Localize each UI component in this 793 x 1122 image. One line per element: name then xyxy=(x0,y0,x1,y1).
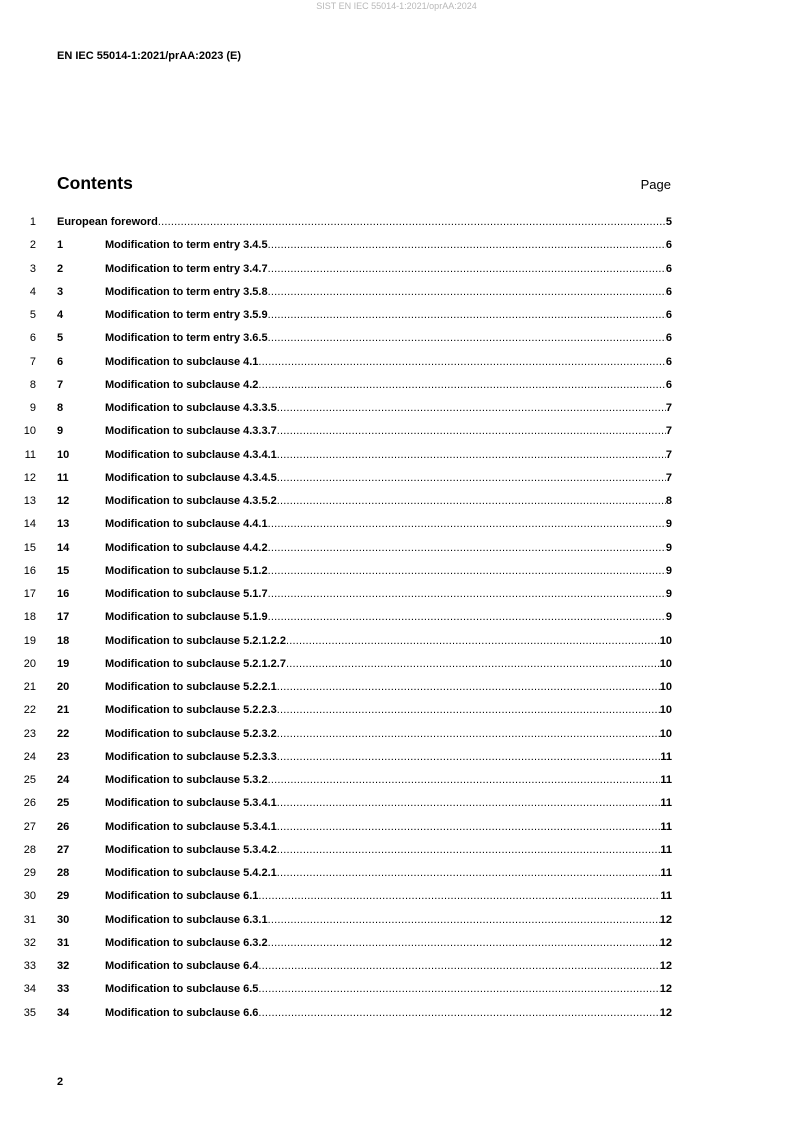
toc-row[interactable] xyxy=(0,330,793,353)
clause-number: 34 xyxy=(57,1006,70,1019)
table-of-contents xyxy=(0,214,793,1028)
line-number: 16 xyxy=(23,564,36,577)
entry-title: Modification to subclause 5.3.4.1 xyxy=(105,820,277,833)
toc-row[interactable] xyxy=(0,702,793,725)
toc-row[interactable] xyxy=(0,656,793,679)
dot-leader xyxy=(286,633,660,649)
dot-leader xyxy=(277,679,660,695)
line-number: 29 xyxy=(23,867,36,879)
clause-number: 10 xyxy=(57,448,70,461)
line-number: 6 xyxy=(29,332,36,345)
entry-title: Modification to term entry 3.5.9 xyxy=(105,309,268,321)
dot-leader xyxy=(258,354,665,370)
entry-title: Modification to subclause 4.3.3.7 xyxy=(105,425,277,438)
toc-row[interactable] xyxy=(0,842,793,865)
line-number: 35 xyxy=(23,1006,36,1019)
toc-entry[interactable] xyxy=(57,772,672,788)
toc-entry[interactable] xyxy=(57,330,672,346)
entry-page-number: 11 xyxy=(660,843,672,856)
entry-page-number: 10 xyxy=(659,657,672,670)
toc-entry[interactable] xyxy=(57,214,672,230)
toc-entry[interactable] xyxy=(57,447,672,463)
line-number: 26 xyxy=(23,797,36,810)
toc-row[interactable] xyxy=(0,261,793,284)
toc-row[interactable] xyxy=(0,354,793,377)
clause-number: 26 xyxy=(57,820,70,833)
entry-page-number: 10 xyxy=(659,704,672,717)
toc-entry[interactable] xyxy=(57,237,672,253)
entry-title: Modification to subclause 5.3.4.1 xyxy=(105,797,277,810)
toc-row[interactable] xyxy=(0,540,793,563)
entry-page-number: 8 xyxy=(665,495,672,507)
entry-title: Modification to subclause 5.3.2 xyxy=(105,774,268,786)
page-column-label: Page xyxy=(640,177,671,192)
dot-leader xyxy=(258,888,660,904)
toc-entry[interactable] xyxy=(57,795,672,811)
entry-title: Modification to subclause 5.2.3.2 xyxy=(105,727,277,740)
toc-row[interactable] xyxy=(0,726,793,749)
clause-number: 1 xyxy=(57,239,64,252)
dot-leader xyxy=(277,400,666,416)
toc-row[interactable] xyxy=(0,447,793,470)
toc-row[interactable] xyxy=(0,493,793,516)
toc-entry[interactable] xyxy=(57,981,672,997)
toc-entry[interactable] xyxy=(57,656,672,672)
toc-entry[interactable] xyxy=(57,516,672,532)
toc-entry[interactable] xyxy=(57,261,672,277)
clause-number: 2 xyxy=(57,262,64,275)
entry-title: Modification to subclause 4.1 xyxy=(105,355,259,368)
dot-leader xyxy=(268,563,666,579)
line-number: 24 xyxy=(23,750,36,763)
entry-title: Modification to subclause 6.4 xyxy=(105,960,259,972)
line-number: 30 xyxy=(23,890,36,903)
entry-page-number: 11 xyxy=(660,750,672,763)
line-number: 34 xyxy=(23,983,36,996)
line-number: 28 xyxy=(23,843,36,856)
entry-page-number: 7 xyxy=(665,448,672,461)
entry-title: Modification to subclause 4.2 xyxy=(105,378,259,391)
entry-page-number: 11 xyxy=(660,797,672,810)
entry-title: European foreword xyxy=(57,216,158,228)
toc-row[interactable] xyxy=(0,865,793,888)
dot-leader xyxy=(258,377,665,393)
line-number: 20 xyxy=(23,657,36,670)
entry-title: Modification to subclause 5.2.1.2.7 xyxy=(105,657,286,670)
entry-page-number: 6 xyxy=(665,355,672,368)
toc-entry[interactable] xyxy=(57,563,672,579)
toc-entry[interactable] xyxy=(57,609,672,625)
entry-page-number: 6 xyxy=(665,309,672,321)
toc-entry[interactable] xyxy=(57,958,672,974)
dot-leader xyxy=(268,609,666,625)
toc-row[interactable] xyxy=(0,214,793,237)
entry-title: Modification to subclause 6.5 xyxy=(105,983,259,996)
entry-title: Modification to subclause 4.3.4.5 xyxy=(105,471,277,484)
dot-leader xyxy=(277,726,660,742)
entry-title: Modification to subclause 4.3.5.2 xyxy=(105,495,277,507)
clause-number: 20 xyxy=(57,681,70,693)
line-number: 17 xyxy=(23,588,36,600)
dot-leader xyxy=(268,284,666,300)
line-number: 21 xyxy=(23,681,36,693)
entry-page-number: 7 xyxy=(665,471,672,484)
toc-row[interactable] xyxy=(0,795,793,818)
toc-row[interactable] xyxy=(0,423,793,446)
clause-number: 33 xyxy=(57,983,70,996)
entry-title: Modification to subclause 5.3.4.2 xyxy=(105,843,277,856)
entry-page-number: 5 xyxy=(665,216,672,228)
watermark: SIST EN IEC 55014-1:2021/oprAA:2024 xyxy=(316,1,477,11)
toc-entry[interactable] xyxy=(57,702,672,718)
contents-heading: Contents xyxy=(57,173,133,193)
clause-number: 13 xyxy=(57,518,70,531)
line-number: 8 xyxy=(29,378,36,391)
entry-page-number: 7 xyxy=(665,402,672,414)
clause-number: 21 xyxy=(57,704,70,717)
entry-title: Modification to subclause 6.3.1 xyxy=(105,913,268,926)
dot-leader xyxy=(277,702,660,718)
dot-leader xyxy=(277,819,661,835)
clause-number: 9 xyxy=(57,425,64,438)
entry-title: Modification to subclause 4.4.1 xyxy=(105,518,268,531)
toc-entry[interactable] xyxy=(57,819,672,835)
line-number: 13 xyxy=(23,495,36,507)
dot-leader xyxy=(268,307,666,323)
entry-title: Modification to subclause 5.1.9 xyxy=(105,611,268,624)
clause-number: 29 xyxy=(57,890,70,903)
entry-page-number: 10 xyxy=(659,634,672,647)
line-number: 19 xyxy=(23,634,36,647)
toc-row[interactable] xyxy=(0,609,793,632)
entry-title: Modification to subclause 5.1.2 xyxy=(105,564,268,577)
entry-title: Modification to subclause 5.1.7 xyxy=(105,588,268,600)
clause-number: 16 xyxy=(57,588,70,600)
toc-entry[interactable] xyxy=(57,400,672,416)
dot-leader xyxy=(258,958,659,974)
entry-title: Modification to subclause 6.1 xyxy=(105,890,259,903)
line-number: 14 xyxy=(23,518,36,531)
clause-number: 28 xyxy=(57,867,70,879)
toc-row[interactable] xyxy=(0,749,793,772)
clause-number: 27 xyxy=(57,843,70,856)
line-number: 27 xyxy=(23,820,36,833)
dot-leader xyxy=(258,1005,659,1021)
clause-number: 7 xyxy=(57,378,64,391)
toc-entry[interactable] xyxy=(57,865,672,881)
toc-row[interactable] xyxy=(0,935,793,958)
entry-page-number: 12 xyxy=(659,983,672,996)
clause-number: 12 xyxy=(57,495,70,507)
entry-page-number: 9 xyxy=(665,518,672,531)
dot-leader xyxy=(277,795,661,811)
clause-number: 22 xyxy=(57,727,70,740)
footer-page-number: 2 xyxy=(57,1076,64,1088)
entry-page-number: 12 xyxy=(659,1006,672,1019)
toc-row[interactable] xyxy=(0,284,793,307)
toc-row[interactable] xyxy=(0,888,793,911)
line-number: 5 xyxy=(29,309,36,321)
dot-leader xyxy=(158,214,666,230)
line-number: 12 xyxy=(23,471,36,484)
clause-number: 31 xyxy=(57,936,70,949)
line-number: 9 xyxy=(29,402,36,414)
line-number: 18 xyxy=(23,611,36,624)
entry-title: Modification to subclause 5.2.2.3 xyxy=(105,704,277,717)
entry-title: Modification to subclause 4.3.4.1 xyxy=(105,448,277,461)
entry-title: Modification to subclause 5.2.1.2.2 xyxy=(105,634,286,647)
dot-leader xyxy=(277,749,661,765)
entry-title: Modification to term entry 3.5.8 xyxy=(105,285,268,298)
dot-leader xyxy=(277,842,661,858)
line-number: 32 xyxy=(23,936,36,949)
dot-leader xyxy=(268,330,666,346)
toc-entry[interactable] xyxy=(57,633,672,649)
entry-title: Modification to term entry 3.6.5 xyxy=(105,332,268,345)
line-number: 15 xyxy=(23,541,36,554)
toc-entry[interactable] xyxy=(57,1005,672,1021)
clause-number: 14 xyxy=(57,541,70,554)
toc-entry[interactable] xyxy=(57,912,672,928)
clause-number: 30 xyxy=(57,913,70,926)
toc-entry[interactable] xyxy=(57,493,672,509)
clause-number: 3 xyxy=(57,285,64,298)
entry-page-number: 6 xyxy=(665,239,672,252)
toc-row[interactable] xyxy=(0,633,793,656)
clause-number: 24 xyxy=(57,774,70,786)
toc-row[interactable] xyxy=(0,1005,793,1028)
entry-page-number: 6 xyxy=(665,262,672,275)
dot-leader xyxy=(268,935,660,951)
toc-entry[interactable] xyxy=(57,749,672,765)
entry-page-number: 10 xyxy=(659,681,672,693)
entry-title: Modification to subclause 6.6 xyxy=(105,1006,259,1019)
toc-row[interactable] xyxy=(0,958,793,981)
entry-page-number: 9 xyxy=(665,541,672,554)
entry-title: Modification to subclause 5.2.2.1 xyxy=(105,681,277,693)
toc-entry[interactable] xyxy=(57,842,672,858)
entry-page-number: 6 xyxy=(665,285,672,298)
clause-number: 6 xyxy=(57,355,64,368)
toc-row[interactable] xyxy=(0,912,793,935)
toc-row[interactable] xyxy=(0,981,793,1004)
line-number: 33 xyxy=(23,960,36,972)
entry-page-number: 12 xyxy=(659,913,672,926)
entry-title: Modification to term entry 3.4.7 xyxy=(105,262,268,275)
toc-row[interactable] xyxy=(0,307,793,330)
entry-title: Modification to term entry 3.4.5 xyxy=(105,239,268,252)
entry-page-number: 9 xyxy=(665,588,672,600)
toc-entry[interactable] xyxy=(57,354,672,370)
line-number: 3 xyxy=(29,262,36,275)
entry-title: Modification to subclause 4.3.3.5 xyxy=(105,402,277,414)
dot-leader xyxy=(277,865,661,881)
entry-page-number: 11 xyxy=(660,867,672,879)
dot-leader xyxy=(277,470,666,486)
toc-entry[interactable] xyxy=(57,726,672,742)
line-number: 4 xyxy=(29,285,36,298)
line-number: 10 xyxy=(23,425,36,438)
line-number: 7 xyxy=(29,355,36,368)
toc-row[interactable] xyxy=(0,470,793,493)
clause-number: 15 xyxy=(57,564,70,577)
toc-row[interactable] xyxy=(0,516,793,539)
toc-entry[interactable] xyxy=(57,377,672,393)
clause-number: 18 xyxy=(57,634,70,647)
entry-page-number: 10 xyxy=(659,727,672,740)
toc-row[interactable] xyxy=(0,563,793,586)
dot-leader xyxy=(268,586,666,602)
toc-entry[interactable] xyxy=(57,586,672,602)
line-number: 22 xyxy=(23,704,36,717)
clause-number: 23 xyxy=(57,750,70,763)
dot-leader xyxy=(258,981,659,997)
entry-page-number: 11 xyxy=(660,890,672,903)
clause-number: 4 xyxy=(57,309,64,321)
clause-number: 32 xyxy=(57,960,70,972)
entry-title: Modification to subclause 4.4.2 xyxy=(105,541,268,554)
toc-row[interactable] xyxy=(0,237,793,260)
toc-entry[interactable] xyxy=(57,679,672,695)
clause-number: 8 xyxy=(57,402,64,414)
line-number: 23 xyxy=(23,727,36,740)
entry-page-number: 6 xyxy=(665,332,672,345)
toc-entry[interactable] xyxy=(57,888,672,904)
dot-leader xyxy=(268,261,666,277)
entry-page-number: 11 xyxy=(660,774,672,786)
document-id-header: EN IEC 55014-1:2021/prAA:2023 (E) xyxy=(57,50,242,62)
toc-row[interactable] xyxy=(0,772,793,795)
line-number: 11 xyxy=(24,448,36,461)
entry-page-number: 9 xyxy=(665,611,672,624)
dot-leader xyxy=(268,540,666,556)
entry-title: Modification to subclause 6.3.2 xyxy=(105,936,268,949)
entry-page-number: 12 xyxy=(659,960,672,972)
line-number: 1 xyxy=(29,216,36,228)
toc-entry[interactable] xyxy=(57,935,672,951)
line-number: 25 xyxy=(23,774,36,786)
toc-entry[interactable] xyxy=(57,307,672,323)
line-number: 31 xyxy=(23,913,36,926)
clause-number: 19 xyxy=(57,657,70,670)
toc-entry[interactable] xyxy=(57,540,672,556)
dot-leader xyxy=(277,493,666,509)
dot-leader xyxy=(277,447,666,463)
dot-leader xyxy=(277,423,666,439)
entry-title: Modification to subclause 5.4.2.1 xyxy=(105,867,277,879)
dot-leader xyxy=(268,772,661,788)
toc-row[interactable] xyxy=(0,679,793,702)
entry-page-number: 12 xyxy=(659,936,672,949)
dot-leader xyxy=(268,516,666,532)
entry-page-number: 6 xyxy=(665,378,672,391)
clause-number: 25 xyxy=(57,797,70,810)
dot-leader xyxy=(286,656,660,672)
toc-row[interactable] xyxy=(0,400,793,423)
toc-row[interactable] xyxy=(0,377,793,400)
clause-number: 11 xyxy=(57,471,69,484)
entry-page-number: 9 xyxy=(665,564,672,577)
toc-row[interactable] xyxy=(0,819,793,842)
toc-entry[interactable] xyxy=(57,284,672,300)
toc-entry[interactable] xyxy=(57,423,672,439)
entry-title: Modification to subclause 5.2.3.3 xyxy=(105,750,277,763)
dot-leader xyxy=(268,912,660,928)
clause-number: 17 xyxy=(57,611,70,624)
dot-leader xyxy=(268,237,666,253)
line-number: 2 xyxy=(29,239,36,252)
entry-page-number: 7 xyxy=(665,425,672,438)
toc-row[interactable] xyxy=(0,586,793,609)
clause-number: 5 xyxy=(57,332,64,345)
entry-page-number: 11 xyxy=(660,820,672,833)
toc-entry[interactable] xyxy=(57,470,672,486)
